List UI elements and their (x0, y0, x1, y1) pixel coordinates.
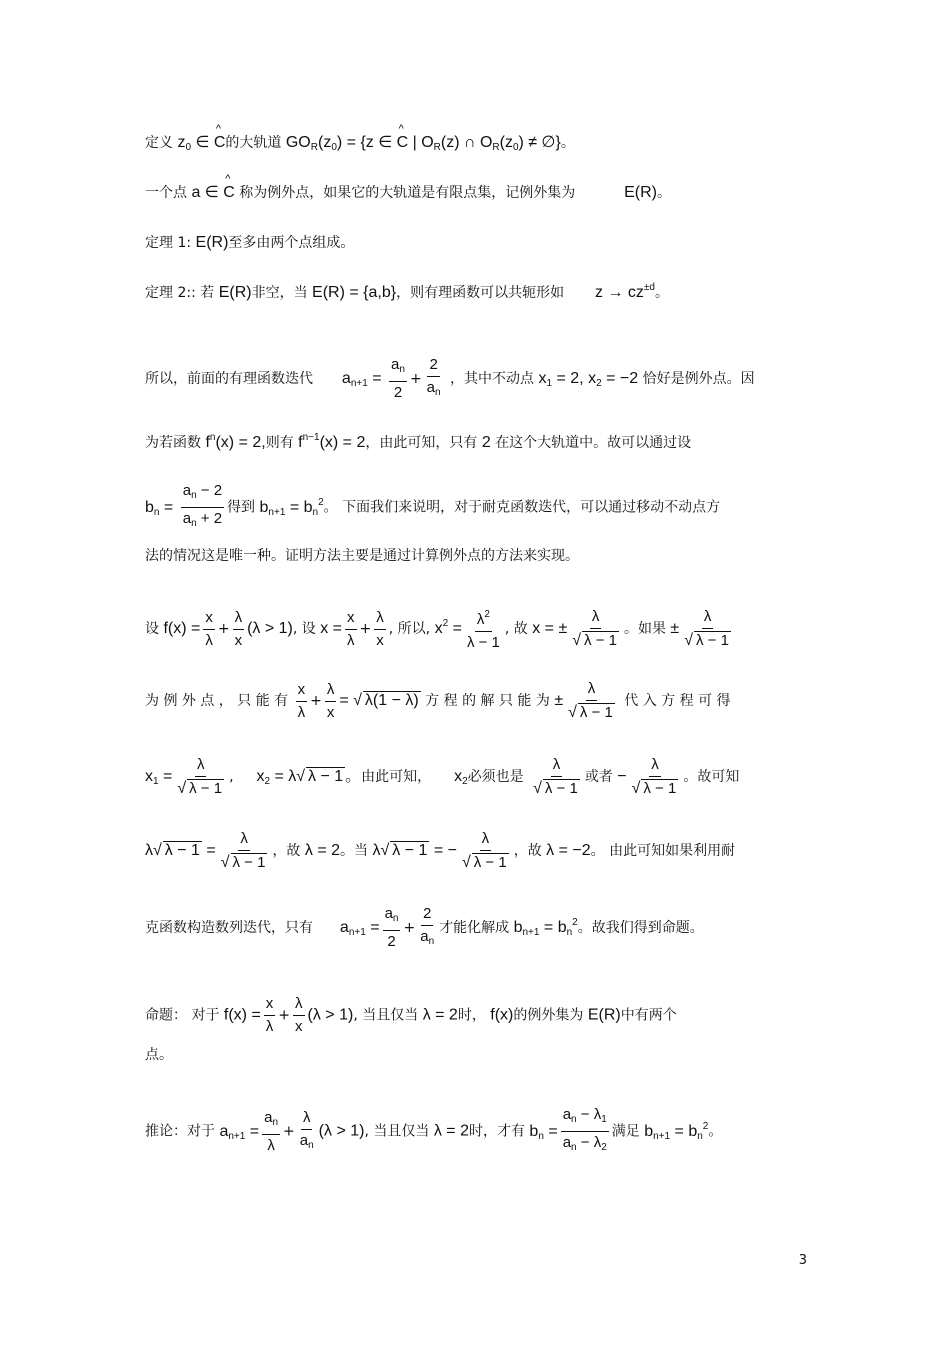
iteration-line: 所以，前面的有理函数迭代 $a_{n+1}$ = $\frac{a_n}{2}$ + $\frac{2}{a_n}$ ，其中不动点 $x_1 = 2$, $x_2 = -2$ 恰好是例外点。因 (145, 356, 755, 401)
page-number: 3 (798, 1253, 807, 1268)
function-line: 为若函数 $f^n(x) = 2$,则有 $f^{n-1}(x) = 2$，由此可知，只有 2 在这个大轨道中。故可以通过设 (145, 432, 692, 451)
substitution-line: $b_n$ = $\frac{a_n - 2}{a_n + 2}$ 得到 $b_{n+1} = b_n^2$。 下面我们来说明，对于耐克函数迭代，可以通过移动不动点方 (145, 482, 721, 529)
exceptional-condition-line: 为 例 外 点 ， 只 能 有 $\frac{x}{\lambda}$ + $\frac{\lambda}{x}$ = √ λ(1 − λ) 方 程 的 解 只 能 为 ± $\frac{\lambda}{√ \lambda - 1}$ 代 入 方 程 可 得 (145, 680, 731, 721)
lambda-solution-line: λ√ λ − 1 = $\frac{\lambda}{√ \lambda - 1}$ ，故 λ = 2。当 λ√ λ − 1 = − $\frac{\lambda}{√ \lambda - 1}$ ，故 λ = −2。 由此可知如果利用耐 (145, 830, 736, 871)
theorem-1: 定理 1: E(R)至多由两个点组成。 (145, 234, 355, 251)
method-line: 法的情况这是唯一种。证明方法主要是通过计算例外点的方法来实现。 (145, 548, 579, 564)
theorem-2: 定理 2:: 若 E(R)非空，当 E(R) = {a,b}，则有理函数可以共轭形如 $z \to cz^{\pm d}$。 (145, 282, 669, 301)
exceptional-point-line: 一个点 a ∈ ^ C 称为例外点，如果它的大轨道是有限点集，记例外集为 E(R)。 (145, 182, 830, 202)
proposition-end-line: 点。 (145, 1047, 173, 1063)
roots-line: $x_1$ = $\frac{\lambda}{√ \lambda - 1}$ , $x_2 = \lambda√$ λ − 1 。由此可知， $x_2$必须也是 $\frac{\lambda}{√ \lambda - 1}$ 或者 − $\frac{\lambda}{√ \lambda - 1}$ 。故可知 (145, 756, 740, 797)
setup-line: 设 f(x) = $\frac{x}{\lambda}$ + $\frac{\lambda}{x}$ (λ > 1), 设 x = $\frac{x}{\lambda}$ + $\frac{\lambda}{x}$ , 所以, $x^2$ = $\frac{\lambda^2}{\lambda - 1}$ , 故 x = ± $\frac{\lambda}{√ \lambda - 1}$ 。如果 ± $\frac{\lambda}{√ \lambda - 1}$ (145, 608, 729, 651)
nike-iteration-line: 克函数构造数列迭代，只有 $a_{n+1}$ = $\frac{a_n}{2}$ + $\frac{2}{a_n}$ 才能化解成 $b_{n+1} = b_n^2$。故我们得到命题。 (145, 905, 704, 950)
proposition-line: 命题： 对于 f(x) = $\frac{x}{\lambda}$ + $\frac{\lambda}{x}$ (λ > 1), 当且仅当 λ = 2时， f(x)的例外集为 E(R)中有两个 (145, 995, 677, 1035)
definition-line: 定义 $z_0$ ∈ ^ C的大轨道 $GO_R(z_0) = \{z$ ∈ ^ C | $O_R(z)$ ∩ $O_R(z_0)$ ≠ ∅}。 (145, 132, 830, 153)
corollary-line: 推论：对于 $a_{n+1}$ = $\frac{a_n}{\lambda}$ + $\frac{\lambda}{a_n}$ (λ > 1), 当且仅当 λ = 2时，才有 $b_n$ = $\frac{a_n - \lambda_1}{a_n - \lambda_2}$ 满足 $b_{n+1} = b_n^2$。 (145, 1106, 723, 1154)
